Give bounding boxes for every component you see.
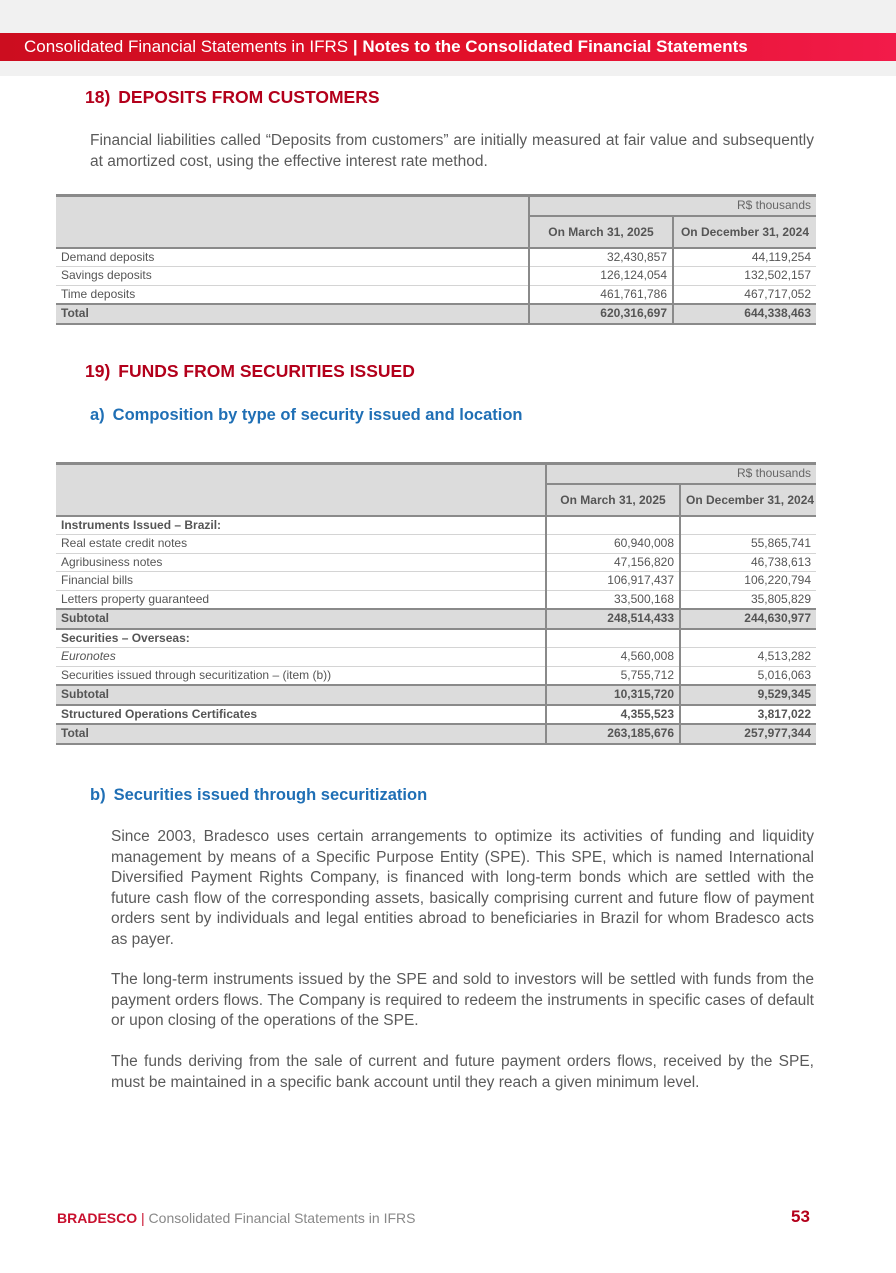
value-december-2024: 132,502,157 bbox=[673, 267, 816, 286]
value-march-2025: 5,755,712 bbox=[546, 666, 680, 685]
header-blank bbox=[56, 196, 529, 216]
header-blank bbox=[56, 484, 546, 516]
unit-label: R$ thousands bbox=[546, 464, 816, 484]
table-column-header-row bbox=[56, 216, 816, 248]
row-label: Agribusiness notes bbox=[56, 553, 546, 572]
table-header-row bbox=[56, 196, 816, 216]
value-march-2025: 10,315,720 bbox=[546, 685, 680, 705]
column-december-2024: On December 31, 2024 bbox=[680, 484, 816, 516]
value-december-2024: 44,119,254 bbox=[673, 248, 816, 267]
footer bbox=[57, 1210, 415, 1226]
subsection-a-letter: a) bbox=[90, 406, 105, 424]
table-header-row bbox=[56, 464, 816, 484]
section-18-intro: Financial liabilities called “Deposits from customers” are initially measured at fair value and subsequently at amortized cost, using the effective interest rate method. bbox=[90, 132, 814, 170]
section-19-number: 19) bbox=[85, 361, 111, 381]
value-december-2024: 4,513,282 bbox=[680, 648, 816, 667]
subsection-a-heading bbox=[90, 406, 522, 425]
subsection-b-heading bbox=[90, 786, 427, 805]
table-row bbox=[56, 590, 816, 609]
table-row bbox=[56, 267, 816, 286]
securitization-paragraph-1: Since 2003, Bradesco uses certain arrangements to optimize its activities of funding and liquidity management by means of a Specific Purpose Entity (SPE). This SPE, which is named International Diversified Payment Rights Company, is financed with long-term bonds which are settled with the future cash flow of the corresponding assets, basically comprising current and future flow of payment orders sent by individuals and legal entities abroad to beneficiaries in Brazil for whom Bradesco acts as payer. bbox=[111, 828, 814, 948]
column-december-2024: On December 31, 2024 bbox=[673, 216, 816, 248]
empty-cell bbox=[680, 516, 816, 535]
table-row bbox=[56, 535, 816, 554]
header-blank bbox=[56, 216, 529, 248]
structured-row bbox=[56, 705, 816, 725]
value-march-2025: 47,156,820 bbox=[546, 553, 680, 572]
group-label: Securities – Overseas: bbox=[56, 629, 546, 648]
footer-text: Consolidated Financial Statements in IFRS bbox=[148, 1210, 416, 1226]
value-march-2025: 33,500,168 bbox=[546, 590, 680, 609]
column-march-2025: On March 31, 2025 bbox=[529, 216, 673, 248]
section-18-number: 18) bbox=[85, 87, 111, 107]
unit-label: R$ thousands bbox=[529, 196, 816, 216]
table-row bbox=[56, 553, 816, 572]
column-march-2025: On March 31, 2025 bbox=[546, 484, 680, 516]
value-march-2025: 106,917,437 bbox=[546, 572, 680, 591]
total-row bbox=[56, 724, 816, 744]
row-label: Subtotal bbox=[56, 609, 546, 629]
securitization-paragraph-2: The long-term instruments issued by the SPE and sold to investors will be settled with funds from the payment orders flows. The Company is required to redeem the instruments in specific cases of default or upon closing of the operations of the SPE. bbox=[111, 971, 814, 1029]
row-label: Savings deposits bbox=[56, 267, 529, 286]
row-label: Time deposits bbox=[56, 285, 529, 304]
subtotal-row bbox=[56, 609, 816, 629]
value-december-2024: 644,338,463 bbox=[673, 304, 816, 324]
subsection-b-title: Securities issued through securitization bbox=[113, 786, 428, 804]
section-18-heading bbox=[85, 87, 380, 108]
row-label: Total bbox=[56, 724, 546, 744]
header-blank bbox=[56, 464, 546, 484]
row-label: Structured Operations Certificates bbox=[56, 705, 546, 725]
section-19-title: FUNDS FROM SECURITIES ISSUED bbox=[118, 361, 415, 381]
footer-separator: | bbox=[141, 1210, 145, 1226]
row-label: Financial bills bbox=[56, 572, 546, 591]
header-banner bbox=[0, 33, 896, 61]
header-left: Consolidated Financial Statements in IFRS bbox=[24, 37, 349, 56]
row-label: Euronotes bbox=[56, 648, 546, 667]
value-december-2024: 3,817,022 bbox=[680, 705, 816, 725]
empty-cell bbox=[680, 629, 816, 648]
subsection-b-letter: b) bbox=[90, 786, 106, 804]
footer-brand: BRADESCO bbox=[57, 1210, 138, 1226]
securitization-paragraph-3: The funds deriving from the sale of current and future payment orders flows, received by the SPE, must be maintained in a specific bank account until they reach a given minimum level. bbox=[111, 1053, 814, 1091]
value-december-2024: 35,805,829 bbox=[680, 590, 816, 609]
subtotal-row bbox=[56, 685, 816, 705]
table-row bbox=[56, 572, 816, 591]
value-march-2025: 126,124,054 bbox=[529, 267, 673, 286]
value-december-2024: 5,016,063 bbox=[680, 666, 816, 685]
deposits-table bbox=[56, 194, 816, 325]
value-december-2024: 257,977,344 bbox=[680, 724, 816, 744]
value-march-2025: 620,316,697 bbox=[529, 304, 673, 324]
value-march-2025: 248,514,433 bbox=[546, 609, 680, 629]
row-label: Securities issued through securitization – (item (b)) bbox=[56, 666, 546, 685]
value-march-2025: 461,761,786 bbox=[529, 285, 673, 304]
table-column-header-row bbox=[56, 484, 816, 516]
value-december-2024: 9,529,345 bbox=[680, 685, 816, 705]
total-row bbox=[56, 304, 816, 324]
value-march-2025: 4,355,523 bbox=[546, 705, 680, 725]
empty-cell bbox=[546, 516, 680, 535]
page-number: 53 bbox=[791, 1207, 810, 1226]
group-label: Instruments Issued – Brazil: bbox=[56, 516, 546, 535]
table-row bbox=[56, 666, 816, 685]
row-label: Real estate credit notes bbox=[56, 535, 546, 554]
table-row bbox=[56, 285, 816, 304]
value-december-2024: 55,865,741 bbox=[680, 535, 816, 554]
value-march-2025: 32,430,857 bbox=[529, 248, 673, 267]
value-december-2024: 46,738,613 bbox=[680, 553, 816, 572]
group-row bbox=[56, 629, 816, 648]
value-december-2024: 467,717,052 bbox=[673, 285, 816, 304]
row-label: Subtotal bbox=[56, 685, 546, 705]
header-separator: | bbox=[352, 37, 358, 56]
table-row bbox=[56, 248, 816, 267]
securities-table bbox=[56, 462, 816, 745]
group-row bbox=[56, 516, 816, 535]
row-label: Demand deposits bbox=[56, 248, 529, 267]
value-march-2025: 60,940,008 bbox=[546, 535, 680, 554]
value-december-2024: 106,220,794 bbox=[680, 572, 816, 591]
subsection-a-title: Composition by type of security issued and location bbox=[112, 406, 523, 424]
table-row bbox=[56, 648, 816, 667]
value-march-2025: 4,560,008 bbox=[546, 648, 680, 667]
row-label: Total bbox=[56, 304, 529, 324]
value-december-2024: 244,630,977 bbox=[680, 609, 816, 629]
header-right: Notes to the Consolidated Financial Statements bbox=[362, 37, 748, 56]
empty-cell bbox=[546, 629, 680, 648]
row-label: Letters property guaranteed bbox=[56, 590, 546, 609]
value-march-2025: 263,185,676 bbox=[546, 724, 680, 744]
section-18-title: DEPOSITS FROM CUSTOMERS bbox=[118, 87, 380, 107]
section-19-heading bbox=[85, 361, 415, 382]
